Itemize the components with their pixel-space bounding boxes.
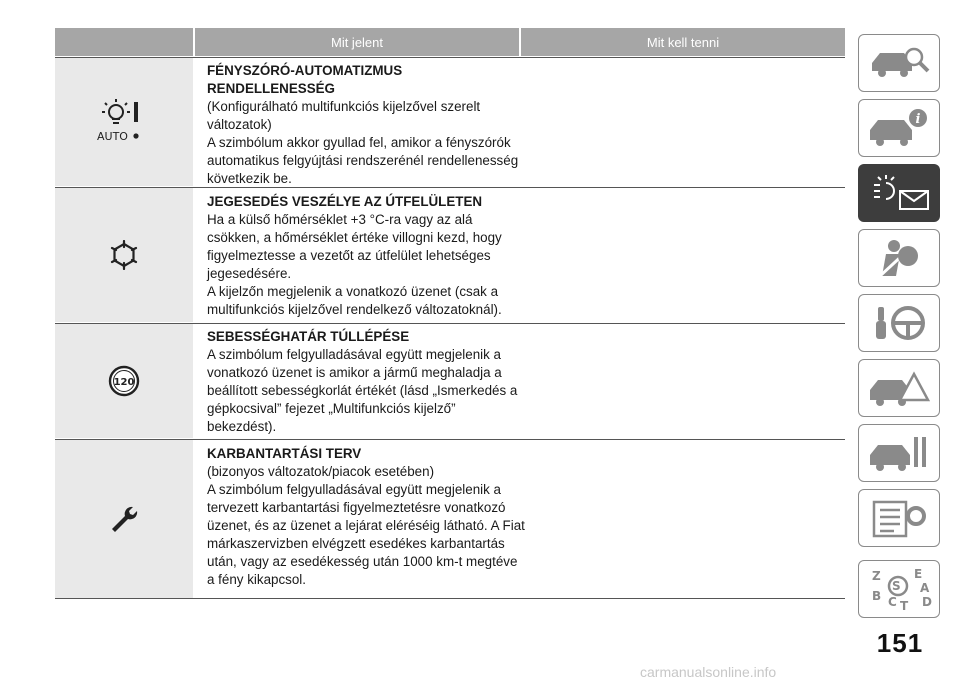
row-1-icon-cell bbox=[55, 58, 193, 186]
alphabetical-index-icon bbox=[864, 566, 934, 612]
speed-limit-120-icon bbox=[107, 364, 141, 398]
row-4-body: (bizonyos változatok/piacok esetében) A szimbólum felgyulladásával együtt megjelenik a tervezett karbantartási figyelmeztetésre vonatkozó üzenet, és az üzenet a lejárat eléréséig látható. A Fiat márkaszervizben elvégzett esedékes karbantartás után, vagy az esedékesség után 1000 km-t megtéve a fény kikapcsol. bbox=[207, 464, 525, 587]
row-3-text bbox=[207, 328, 525, 436]
header-meaning: Mit jelent bbox=[195, 28, 519, 56]
index-letter: B bbox=[872, 589, 882, 603]
wrench-icon bbox=[109, 504, 139, 534]
nav-tab-car-info[interactable] bbox=[858, 99, 940, 157]
nav-tab-index[interactable] bbox=[858, 560, 940, 618]
car-emergency-icon bbox=[864, 366, 934, 410]
svg-text:i: i bbox=[915, 112, 921, 127]
specifications-icon bbox=[864, 496, 934, 540]
nav-tab-maintenance[interactable] bbox=[858, 424, 940, 482]
auto-label: AUTO bbox=[97, 130, 128, 143]
row-divider bbox=[55, 598, 845, 599]
index-letter: A bbox=[920, 581, 930, 595]
header-action: Mit kell tenni bbox=[521, 28, 845, 56]
index-letter: Z bbox=[872, 569, 881, 583]
row-1-body: (Konfigurálható multifunkciós kijelzővel szerelt változatok) A szimbólum akkor gyullad fel, amikor a fényszórók automatikus felgyújtási rendszerénél rendellenesség következik be. bbox=[207, 99, 519, 186]
index-letter: T bbox=[900, 599, 909, 612]
watermark: carmanualsonline.info bbox=[640, 664, 777, 680]
row-1-title: FÉNYSZÓRÓ-AUTOMATIZMUS RENDELLENESSÉG bbox=[207, 63, 403, 96]
index-letter: D bbox=[922, 595, 932, 609]
steering-wheel-key-icon bbox=[864, 301, 934, 345]
car-info-icon bbox=[864, 106, 934, 150]
row-3-icon-cell bbox=[55, 324, 193, 438]
car-search-icon bbox=[864, 41, 934, 85]
row-2-title: JEGESEDÉS VESZÉLYE AZ ÚTFELÜLETEN bbox=[207, 194, 483, 209]
warning-light-message-icon bbox=[864, 171, 934, 215]
nav-tab-specifications[interactable] bbox=[858, 489, 940, 547]
index-letter: E bbox=[914, 567, 923, 581]
row-2-icon-cell bbox=[55, 188, 193, 322]
row-3-body: A szimbólum felgyulladásával együtt megjelenik a vonatkozó üzenet is amikor a jármű meghaladja a beállított sebességkorlát értékét (lásd „Ismerkedés a gépkocsival” fejezet „Multifunkciós kijelző” bekezdést). bbox=[207, 347, 518, 434]
speed-limit-value: 120 bbox=[113, 377, 135, 388]
snowflake-icon bbox=[109, 240, 139, 270]
row-3-title: SEBESSÉGHATÁR TÚLLÉPÉSE bbox=[207, 329, 410, 344]
row-1-text bbox=[207, 62, 525, 188]
header-icon-column bbox=[55, 28, 193, 56]
row-4-title: KARBANTARTÁSI TERV bbox=[207, 446, 362, 461]
row-2-text bbox=[207, 193, 525, 319]
nav-tab-warning-lights[interactable] bbox=[858, 164, 940, 222]
nav-tab-driving[interactable] bbox=[858, 294, 940, 352]
airbag-seatbelt-icon bbox=[864, 236, 934, 280]
nav-tab-car-search[interactable] bbox=[858, 34, 940, 92]
index-letter: C bbox=[888, 595, 897, 609]
headlight-auto-warning-icon bbox=[94, 96, 154, 148]
nav-tab-safety[interactable] bbox=[858, 229, 940, 287]
car-service-icon bbox=[864, 431, 934, 475]
row-2-body: Ha a külső hőmérséklet +3 °C-ra vagy az alá csökken, a hőmérséklet értéke villogni kezd, hogy figyelmeztesse a vezetőt az útfelület lehetséges jegesedésére. A kijelzőn megjelenik a vonatkozó üzenet (csak a multifunkciós kijelzővel rendelkező változatoknál). bbox=[207, 212, 502, 317]
nav-tab-emergency[interactable] bbox=[858, 359, 940, 417]
row-4-icon-cell bbox=[55, 440, 193, 598]
index-letter: S bbox=[892, 579, 901, 593]
row-4-text bbox=[207, 445, 525, 589]
page-number: 151 bbox=[876, 628, 924, 658]
